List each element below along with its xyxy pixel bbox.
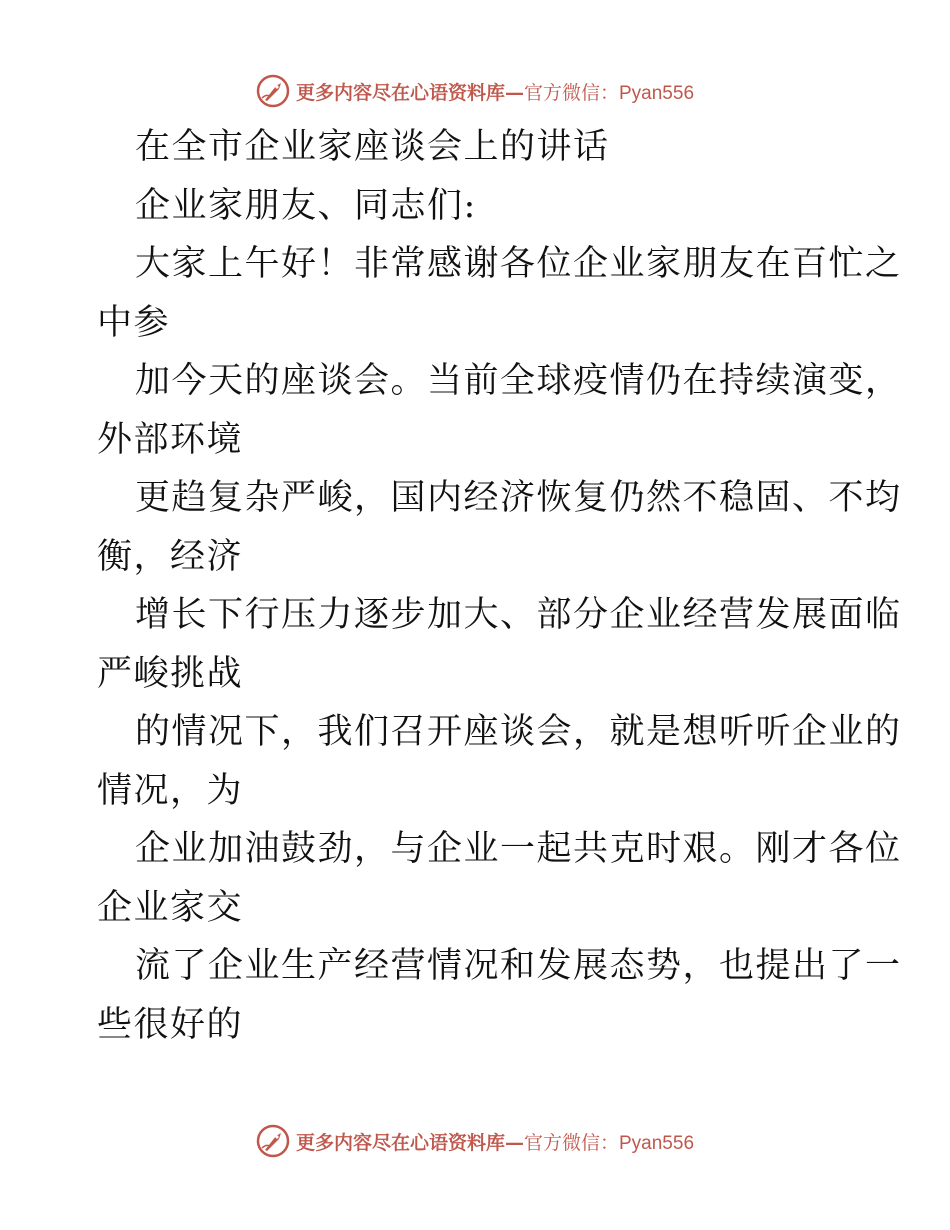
text-line: 中参 (97, 302, 171, 343)
text-line: 加今天的座谈会。当前全球疫情仍在持续演变， (135, 361, 902, 401)
watermark-official-label: 官方微信： (523, 81, 619, 104)
text-line: 企业家交 (97, 887, 244, 928)
watermark-wechat-id: Pyan556 (619, 1132, 695, 1154)
text-line: 企业加油鼓劲，与企业一起共克时艰。刚才各位 (135, 829, 902, 869)
pen-nib-logo-icon (256, 1124, 290, 1158)
watermark-official-label: 官方微信： (523, 1131, 619, 1154)
text-line: 增长下行压力逐步加大、部分企业经营发展面临 (135, 595, 902, 635)
watermark-brand: 更多内容尽在心语资料库 (295, 81, 505, 104)
header-watermark (0, 71, 950, 111)
text-line: 更趋复杂严峻，国内经济恢复仍然不稳固、不均 (135, 478, 902, 518)
pen-nib-logo-icon (256, 74, 290, 108)
text-line: 情况，为 (97, 770, 244, 811)
text-line: 大家上午好！非常感谢各位企业家朋友在百忙之 (135, 244, 902, 284)
text-line: 的情况下，我们召开座谈会，就是想听听企业的 (135, 712, 902, 752)
footer-watermark (0, 1121, 950, 1161)
document-salutation: 企业家朋友、同志们: (135, 185, 477, 226)
text-line: 外部环境 (97, 419, 244, 460)
text-line: 流了企业生产经营情况和发展态势，也提出了一 (135, 946, 902, 986)
watermark-dash: — (504, 1131, 524, 1154)
watermark-dash: — (504, 81, 524, 104)
document-body (97, 118, 902, 1054)
watermark-brand: 更多内容尽在心语资料库 (295, 1131, 505, 1154)
text-line: 衡，经济 (97, 536, 244, 577)
text-line: 些很好的 (97, 1004, 244, 1045)
document-title: 在全市企业家座谈会上的讲话 (135, 127, 610, 167)
watermark-wechat-id: Pyan556 (619, 82, 695, 104)
document-paragraph (97, 235, 902, 1054)
text-line: 严峻挑战 (97, 653, 244, 694)
